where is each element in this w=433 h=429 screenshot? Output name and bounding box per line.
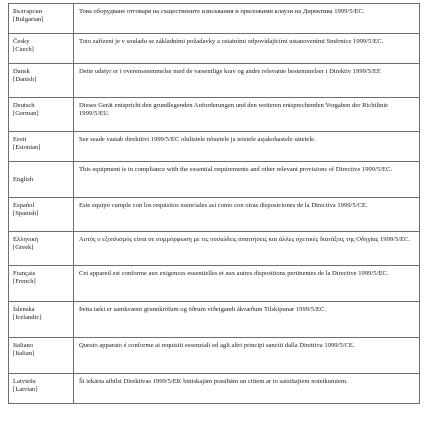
language-name: English xyxy=(13,176,34,184)
declaration-text: Questo apparato é conforme ai requisiti essenziali ed agli altri principi sanciti dalla Direttiva 1999/5/CE. xyxy=(74,338,420,374)
language-cell xyxy=(9,64,74,98)
declaration-text: Това оборудване отговаря на съществените изисквания и приложими клаузи на Директива 1999/5/ЕС. xyxy=(74,4,420,34)
declaration-table xyxy=(8,3,420,404)
language-name: Latviešu xyxy=(13,378,36,385)
table-row xyxy=(9,198,420,232)
language-code: [German] xyxy=(13,110,39,118)
table-row xyxy=(9,232,420,266)
language-code: [Bulgarian] xyxy=(13,16,44,24)
language-cell xyxy=(9,4,74,34)
language-code: [Estonian] xyxy=(13,144,41,152)
table-row xyxy=(9,4,420,34)
language-cell xyxy=(9,198,74,232)
language-code: [Greek] xyxy=(13,244,34,252)
language-name: Deutsch xyxy=(13,102,35,109)
table-row xyxy=(9,64,420,98)
language-name: Български xyxy=(13,8,43,15)
declaration-text: Þetta tæki er samkvæmt grunnkröfum og öðrum viðeigandi ákvæðum Tilskipunar 1999/5/EC. xyxy=(74,302,420,338)
declaration-text: Αυτός ο εξοπλισμός είναι σε συμμόρφωση με τις ουσιώδεις απαιτήσεις και άλλες σχετικές διατάξεις της Οδηγίας 1999/5/EC. xyxy=(74,232,420,266)
language-code: [French] xyxy=(13,278,36,286)
language-cell xyxy=(9,98,74,132)
declaration-text: Šī iekārta atbilst Direktīvas 1999/5/EK būtiskajām prasībām un citiem ar to saistītajiem noteikumiem. xyxy=(74,374,420,404)
language-name: Ελληνική xyxy=(13,236,39,243)
language-code: [Icelandic] xyxy=(13,314,42,322)
language-cell xyxy=(9,34,74,64)
declaration-text: Dieses Gerät entspricht den grundlegenden Anforderungen und den weiteren entsprechenden Vorgaben der Richtlinie 1999/5/EU. xyxy=(74,98,420,132)
language-name: Dansk xyxy=(13,68,30,75)
table-row xyxy=(9,34,420,64)
language-cell xyxy=(9,374,74,404)
declaration-text: This equipment is in compliance with the essential requirements and other relevant provisions of Directive 1999/5/EC. xyxy=(74,162,420,198)
language-cell xyxy=(9,266,74,302)
language-code: [Latvian] xyxy=(13,386,38,394)
table-row xyxy=(9,374,420,404)
table-row xyxy=(9,98,420,132)
language-cell xyxy=(9,232,74,266)
table-row xyxy=(9,302,420,338)
language-cell xyxy=(9,338,74,374)
language-cell xyxy=(9,162,74,198)
language-code: [Spanish] xyxy=(13,210,39,218)
language-cell xyxy=(9,132,74,162)
language-name: Íslenska xyxy=(13,306,35,313)
table-row xyxy=(9,162,420,198)
language-cell xyxy=(9,302,74,338)
declaration-text: Toto zařízení je v souladu se základními požadavky a ostatními odpovídajícími ustanoveními Směrnice 1999/5/EC. xyxy=(74,34,420,64)
declaration-text: Cet appareil est conforme aux exigences essentielles et aux autres dispositions pertinentes de la Directive 1999/5/EC. xyxy=(74,266,420,302)
language-name: Français xyxy=(13,270,36,277)
table-row xyxy=(9,266,420,302)
language-name: Español xyxy=(13,202,35,209)
declaration-text: Este equipo cumple con los requisitos esenciales así como con otras disposiciones de la Directiva 1999/5/CE. xyxy=(74,198,420,232)
table-row xyxy=(9,338,420,374)
language-code: [Danish] xyxy=(13,76,37,84)
language-name: Česky xyxy=(13,38,30,45)
table-row xyxy=(9,132,420,162)
language-code: [Italian] xyxy=(13,350,35,358)
language-name: Eesti xyxy=(13,136,27,143)
language-code: [Czech] xyxy=(13,46,34,54)
declaration-text: See seade vastab direktiivi 1999/5/EC olulistele nõuetele ja teistele asjakohastele sätetele. xyxy=(74,132,420,162)
language-name: Italiano xyxy=(13,342,34,349)
declaration-text: Dette udstyr er i overensstemmelse med de væsentlige krav og andre relevante bestemmelser i Direktiv 1999/5/EF. xyxy=(74,64,420,98)
